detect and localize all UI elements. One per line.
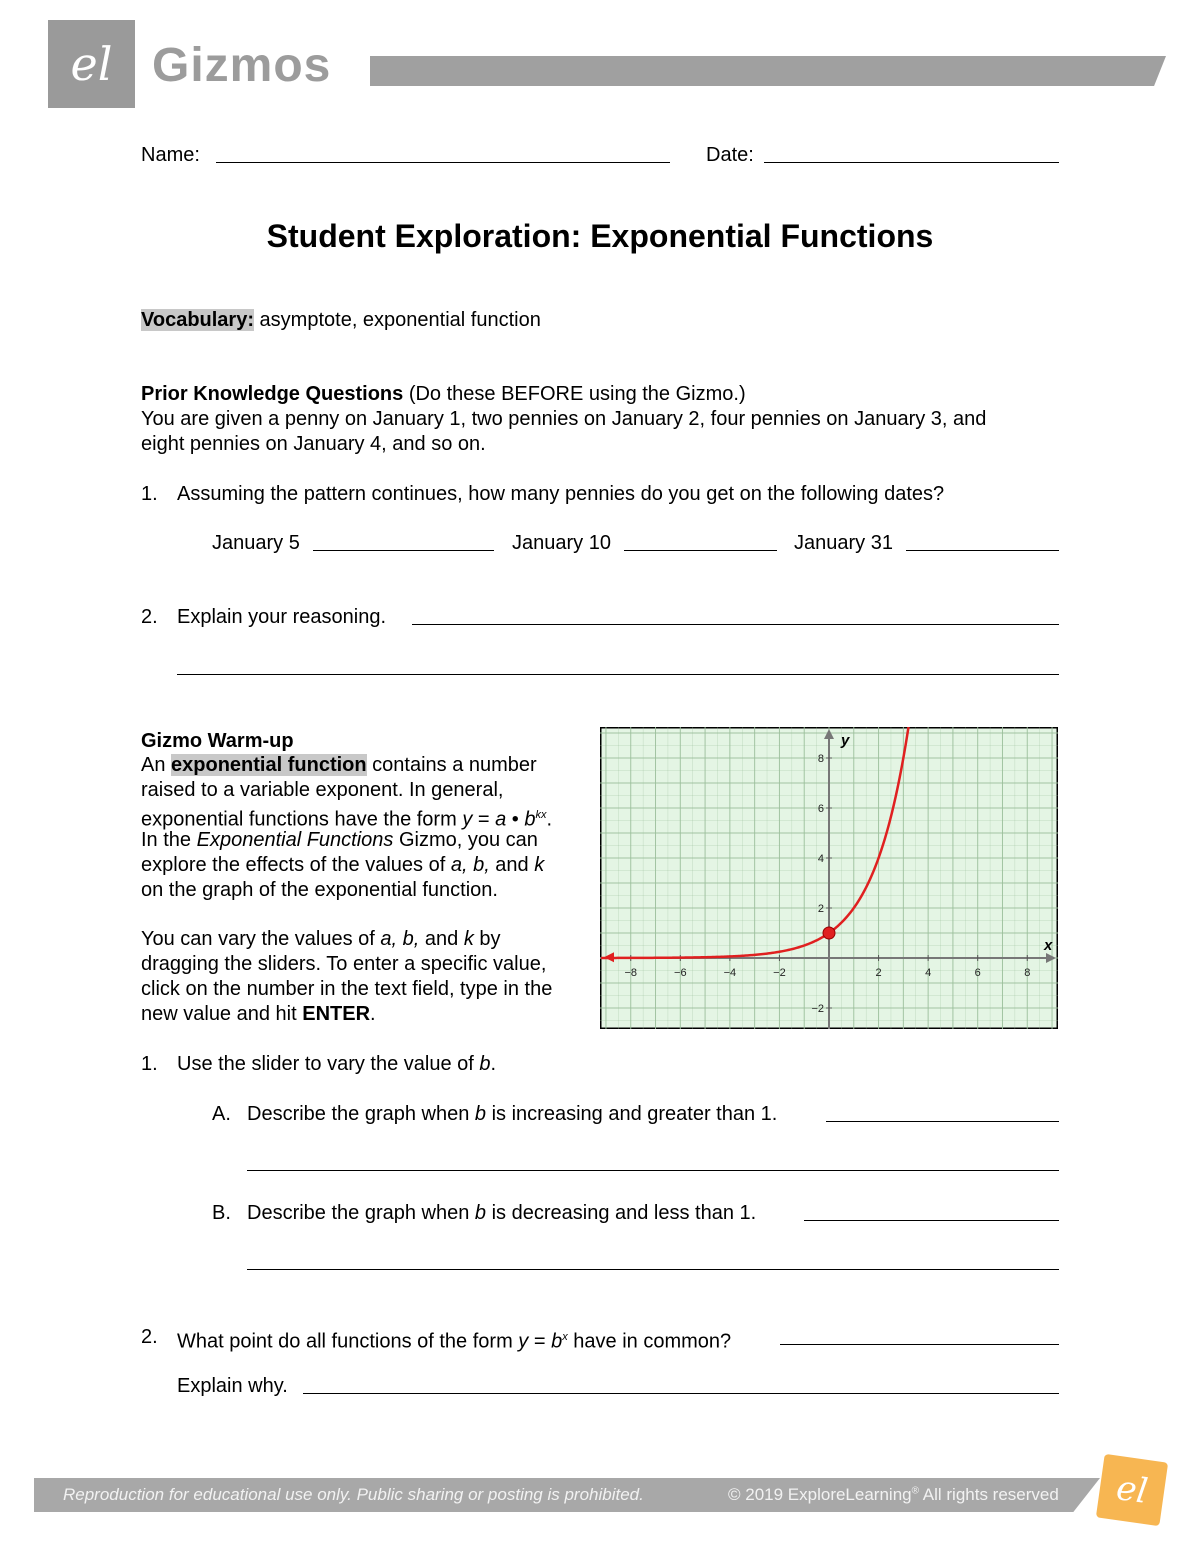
- text-run: All rights reserved: [918, 1485, 1059, 1504]
- vocabulary-terms: asymptote, exponential function: [254, 309, 541, 331]
- page-title: Student Exploration: Exponential Functions: [266, 218, 934, 254]
- prior-text-line2: eight pennies on January 4, and so on.: [141, 433, 486, 455]
- x-tick-label: 4: [925, 967, 932, 979]
- warmup-p2-line4: [141, 1002, 376, 1027]
- explorelearning-logo: el: [1096, 1454, 1168, 1526]
- text-run: and: [489, 854, 535, 876]
- registered-mark: ®: [911, 1485, 919, 1497]
- question-a-label: A.: [212, 1103, 231, 1125]
- text-run: =: [528, 1330, 552, 1353]
- x-tick-label: 2: [875, 967, 882, 979]
- explain-why-label: Explain why.: [177, 1375, 288, 1397]
- text-run: exponential functions have the form: [141, 808, 463, 831]
- x-axis-label: x: [1044, 937, 1053, 954]
- text-run: What point do all functions of the form: [177, 1330, 519, 1353]
- text-run: Describe the graph when: [247, 1202, 475, 1224]
- jan10-answer-field[interactable]: [624, 550, 777, 551]
- warmup-q1-text: [177, 1052, 496, 1077]
- text-run: Use the slider to vary the value of: [177, 1053, 480, 1075]
- name-label: Name:: [141, 144, 200, 166]
- vars-ab: a, b,: [450, 854, 490, 876]
- date-jan10-label: January 10: [512, 532, 611, 554]
- text-run: by: [473, 928, 501, 950]
- footer-copyright: [728, 1485, 1059, 1505]
- warmup-p1-line2: raised to a variable exponent. In general,: [141, 779, 504, 801]
- warmup-q1-number: 1.: [141, 1053, 158, 1075]
- gizmos-logo: el: [48, 20, 135, 108]
- var-k: k: [534, 854, 545, 876]
- question-b-label: B.: [212, 1202, 231, 1224]
- vocabulary-label: Vocabulary:: [141, 309, 254, 331]
- question-a-text: [247, 1102, 777, 1127]
- prior-text-line1: You are given a penny on January 1, two pennies on January 2, four pennies on January 3, and: [141, 408, 987, 430]
- text-run: •: [506, 808, 525, 831]
- var-y: y: [518, 1330, 529, 1353]
- x-tick-label: −6: [674, 967, 687, 979]
- y-tick-label: 6: [817, 803, 824, 815]
- x-tick-label: −2: [773, 967, 786, 979]
- warmup-p2-line2: dragging the sliders. To enter a specific value,: [141, 953, 547, 975]
- name-field[interactable]: [216, 162, 670, 163]
- text-run: In the: [141, 829, 197, 851]
- y-tick-label: −2: [811, 1003, 824, 1015]
- exponential-function-highlight: exponential function: [171, 754, 367, 776]
- var-b: b: [551, 1330, 563, 1353]
- prior-note: (Do these BEFORE using the Gizmo.): [403, 383, 746, 405]
- y-intercept-point: [823, 927, 835, 939]
- warmup-p1-line4: [141, 828, 538, 853]
- y-tick-label: 2: [817, 903, 824, 915]
- date-jan31-label: January 31: [794, 532, 893, 554]
- var-y: y: [462, 808, 473, 831]
- text-run: and: [419, 928, 464, 950]
- vocabulary: [141, 308, 541, 333]
- text-run: is decreasing and less than 1.: [486, 1202, 757, 1224]
- warmup-p1-line6: on the graph of the exponential function.: [141, 879, 498, 901]
- question-b-answer-line1[interactable]: [804, 1220, 1059, 1221]
- prior-q1-text: Assuming the pattern continues, how many pennies do you get on the following dates?: [177, 483, 945, 505]
- warmup-p2-line3: click on the number in the text field, type in the: [141, 978, 553, 1000]
- warmup-q2-number: 2.: [141, 1326, 158, 1348]
- enter-key-label: ENTER: [302, 1003, 371, 1025]
- explain-why-answer-line[interactable]: [303, 1393, 1059, 1394]
- text-run: Gizmo, you can: [393, 829, 538, 851]
- reasoning-answer-line2[interactable]: [177, 674, 1059, 675]
- x-tick-label: 8: [1024, 967, 1031, 979]
- text-run: You can vary the values of: [141, 928, 381, 950]
- reasoning-answer-line1[interactable]: [412, 624, 1059, 625]
- warmup-p1-line5: [141, 853, 544, 878]
- text-run: contains a number: [366, 754, 537, 776]
- question-a-answer-line1[interactable]: [826, 1121, 1059, 1122]
- exponent-x: x: [562, 1331, 568, 1343]
- var-k: k: [463, 928, 474, 950]
- gizmo-name: Exponential Functions: [196, 829, 394, 851]
- text-run: have in common?: [567, 1330, 732, 1353]
- text-run: An: [141, 754, 172, 776]
- question-a-answer-line2[interactable]: [247, 1170, 1059, 1171]
- brand-name: Gizmos: [152, 39, 332, 92]
- x-tick-label: −4: [723, 967, 737, 979]
- text-run: Describe the graph when: [247, 1103, 475, 1125]
- jan5-answer-field[interactable]: [313, 550, 494, 551]
- warmup-q2-text: [177, 1325, 731, 1355]
- warmup-heading: Gizmo Warm-up: [141, 730, 294, 752]
- exponential-graph: [600, 727, 1058, 1029]
- y-tick-label: 4: [817, 853, 824, 865]
- prior-q2-text: Explain your reasoning.: [177, 606, 387, 628]
- jan31-answer-field[interactable]: [906, 550, 1059, 551]
- var-a: a: [495, 808, 507, 831]
- date-field[interactable]: [764, 162, 1059, 163]
- warmup-p2-line1: [141, 927, 501, 952]
- var-b: b: [474, 1103, 487, 1125]
- date-jan5-label: January 5: [212, 532, 300, 554]
- text-run: =: [472, 808, 496, 831]
- text-run: explore the effects of the values of: [141, 854, 451, 876]
- warmup-p1-line1: [141, 753, 537, 778]
- text-run: .: [370, 1003, 376, 1025]
- text-run: © 2019 ExploreLearning: [728, 1485, 912, 1504]
- x-tick-label: −8: [624, 967, 638, 979]
- text-run: .: [546, 808, 553, 831]
- common-point-answer-line[interactable]: [780, 1344, 1059, 1345]
- prior-knowledge-heading: [141, 382, 746, 407]
- prior-heading: Prior Knowledge Questions: [141, 383, 404, 405]
- question-b-answer-line2[interactable]: [247, 1269, 1059, 1270]
- y-axis-label: y: [841, 732, 850, 749]
- text-run: new value and hit: [141, 1003, 303, 1025]
- x-tick-label: 6: [974, 967, 981, 979]
- date-label: Date:: [706, 144, 754, 166]
- vars-ab: a, b,: [380, 928, 420, 950]
- header-bar: [370, 56, 1166, 86]
- var-b: b: [524, 808, 536, 831]
- var-b: b: [474, 1202, 487, 1224]
- prior-q1-number: 1.: [141, 483, 158, 505]
- y-tick-label: 8: [817, 753, 824, 765]
- exponent-kx: kx: [535, 809, 547, 821]
- footer-notice: Reproduction for educational use only. Public sharing or posting is prohibited.: [63, 1485, 644, 1504]
- text-run: is increasing and greater than 1.: [486, 1103, 778, 1125]
- text-run: .: [490, 1053, 497, 1075]
- question-b-text: [247, 1201, 756, 1226]
- var-b: b: [479, 1053, 491, 1075]
- prior-q2-number: 2.: [141, 606, 158, 628]
